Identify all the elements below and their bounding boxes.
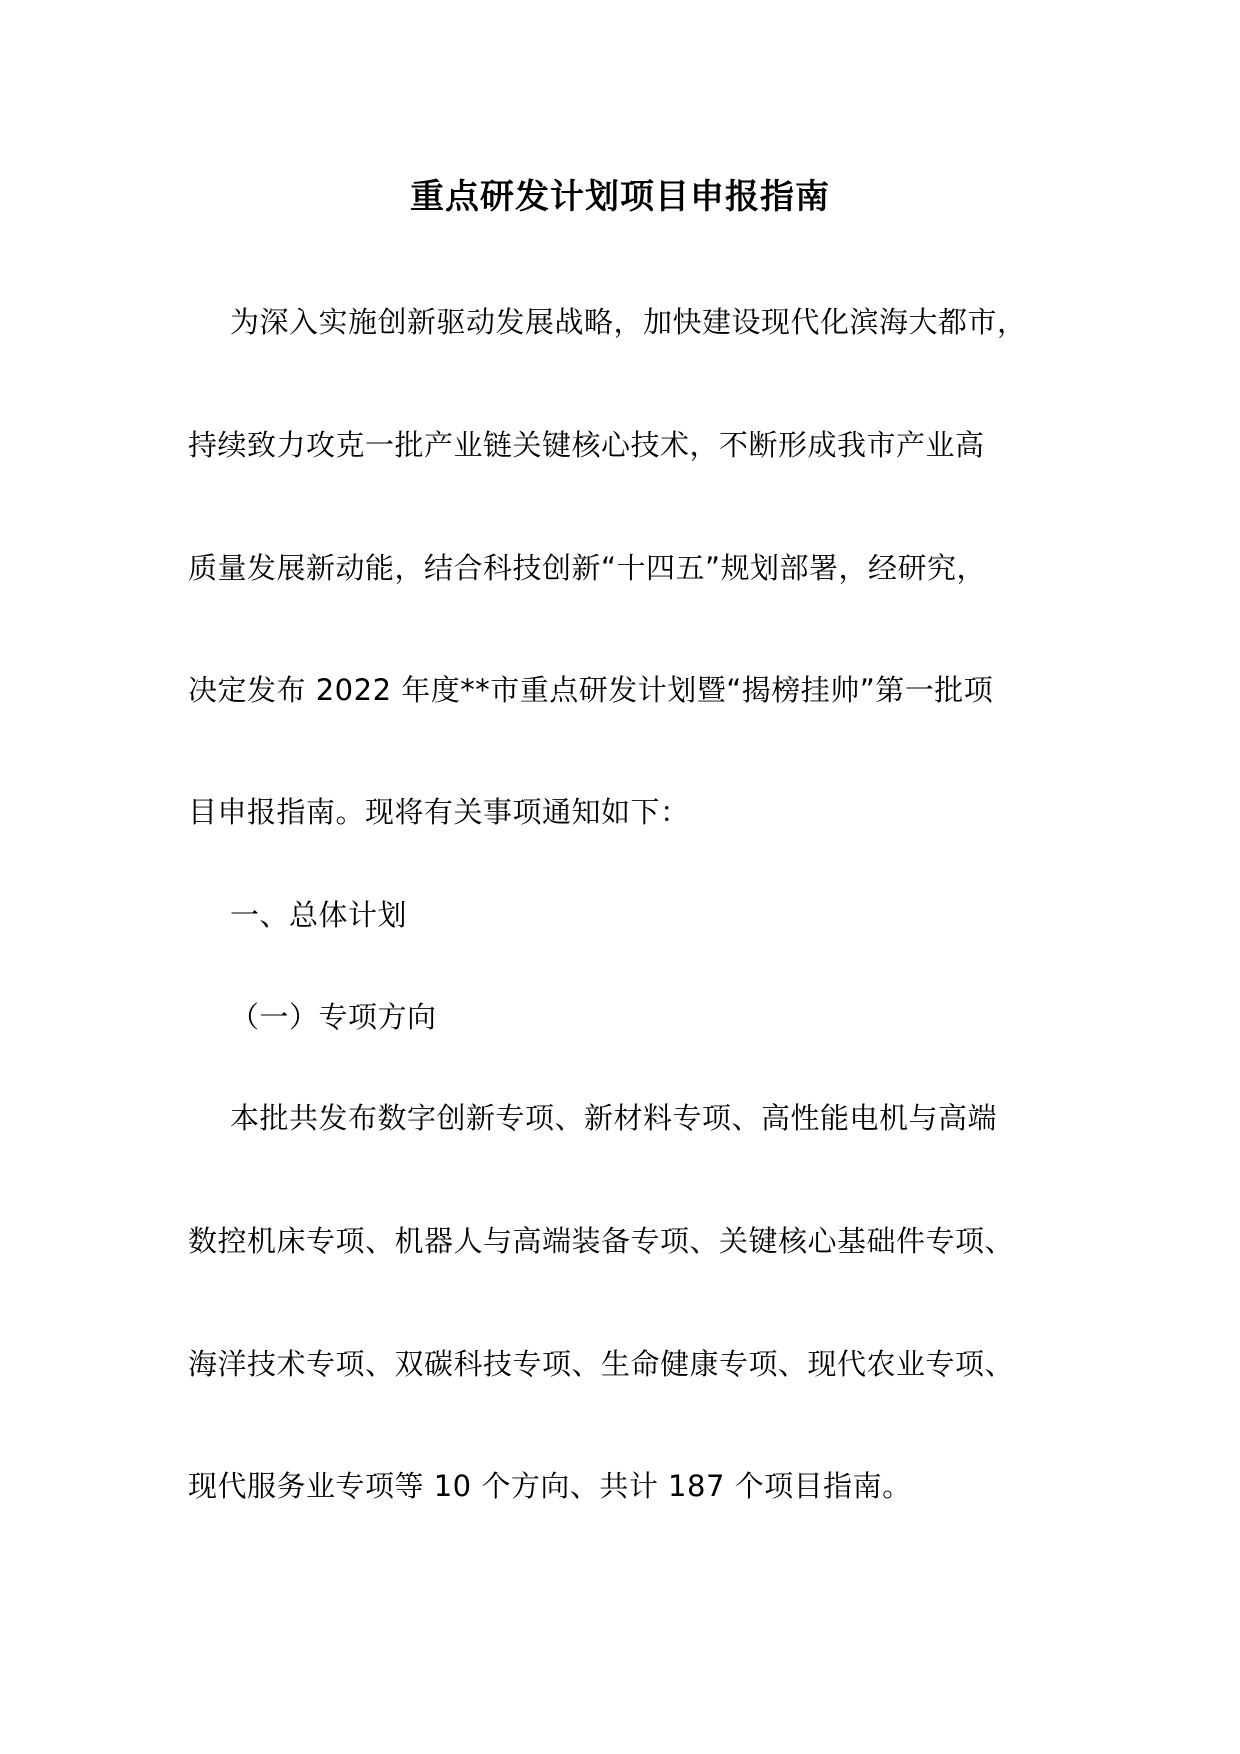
- paragraph-2-line-3: 海洋技术专项、双碳科技专项、生命健康专项、现代农业专项、: [188, 1347, 1015, 1381]
- paragraph-2-line-4: 现代服务业专项等 10 个方向、共计 187 个项目指南。: [188, 1469, 912, 1503]
- section-heading-1: 一、总体计划: [230, 898, 408, 932]
- paragraph-1-line-5: 目申报指南。现将有关事项通知如下：: [188, 795, 690, 829]
- paragraph-1-line-4: 决定发布 2022 年度**市重点研发计划暨“揭榜挂帅”第一批项: [188, 673, 994, 707]
- paragraph-1-line-3: 质量发展新动能，结合科技创新“十四五”规划部署，经研究，: [188, 551, 987, 585]
- document-title: 重点研发计划项目申报指南: [410, 177, 830, 217]
- subsection-heading-1: （一）专项方向: [230, 1000, 437, 1034]
- paragraph-1-line-2: 持续致力攻克一批产业链关键核心技术，不断形成我市产业高: [188, 428, 985, 462]
- paragraph-2-line-2: 数控机床专项、机器人与高端装备专项、关键核心基础件专项、: [188, 1224, 1015, 1258]
- paragraph-1-line-1: 为深入实施创新驱动发展战略，加快建设现代化滨海大都市，: [230, 305, 1027, 339]
- paragraph-2-line-1: 本批共发布数字创新专项、新材料专项、高性能电机与高端: [230, 1101, 998, 1135]
